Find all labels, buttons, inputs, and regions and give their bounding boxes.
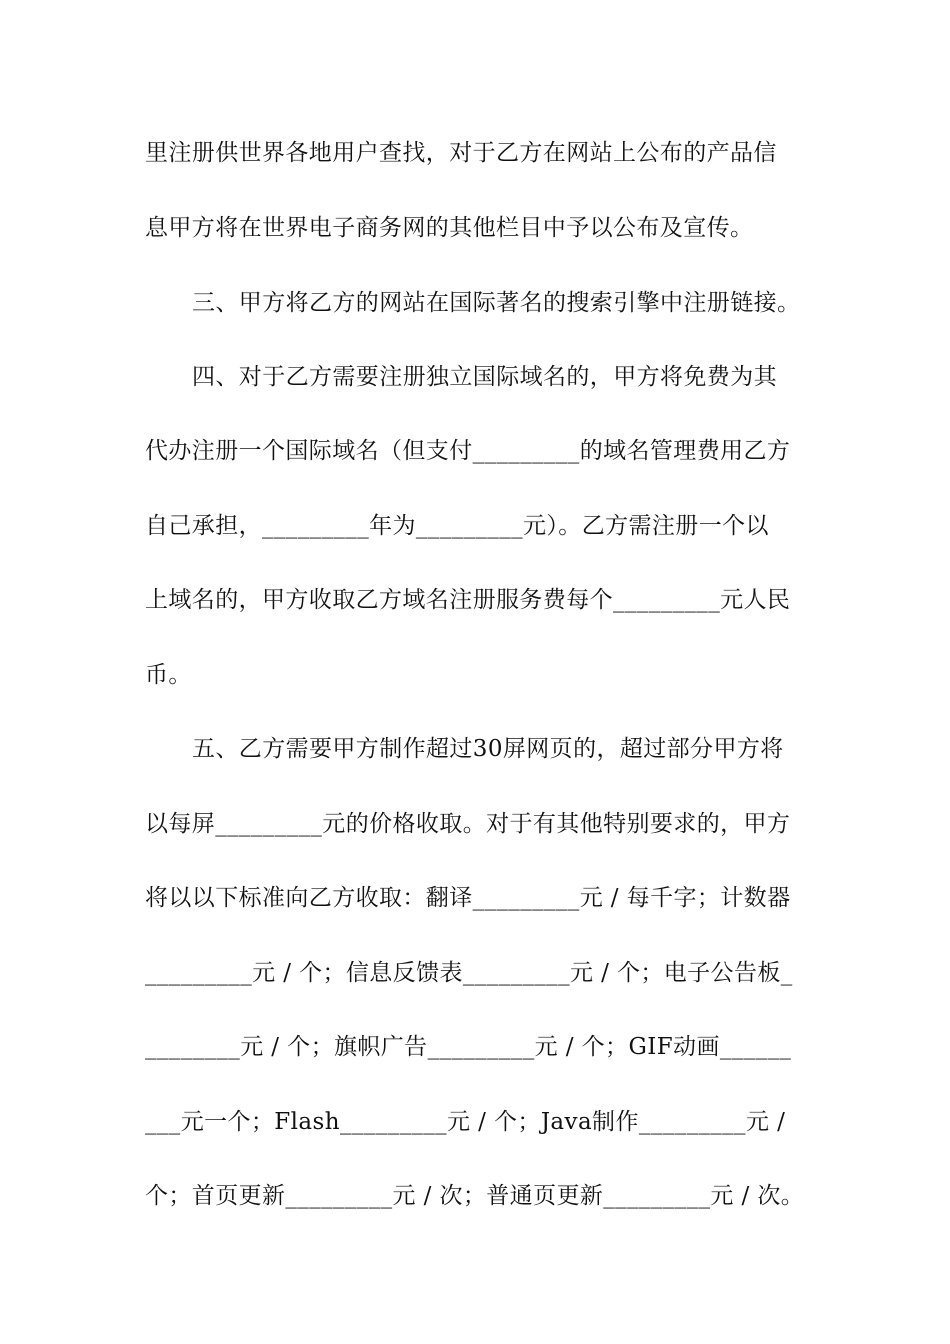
text-line: 息甲方将在世界电子商务网的其他栏目中予以公布及宣传。 [145, 215, 754, 241]
text-line: 里注册供世界各地用户查找，对于乙方在网站上公布的产品信 [145, 140, 777, 166]
text-line: 币。 [145, 662, 192, 688]
text-line: 代办注册一个国际域名（但支付_________的域名管理费用乙方 [145, 438, 791, 464]
text-line: 个；首页更新_________元 / 次；普通页更新_________元 / 次。 [145, 1183, 805, 1209]
text-line: _________元 / 个；信息反馈表_________元 / 个；电子公告板_ [145, 960, 793, 986]
paragraph-three: 三、甲方将乙方的网站在国际著名的搜索引擎中注册链接。 [192, 290, 801, 316]
text-line: ________元 / 个；旗帜广告_________元 / 个；GIF动画______ [145, 1034, 792, 1060]
paragraph-four: 四、对于乙方需要注册独立国际域名的，甲方将免费为其 [192, 364, 777, 390]
text-line: 上域名的，甲方收取乙方域名注册服务费每个_________元人民 [145, 587, 791, 613]
paragraph-five: 五、乙方需要甲方制作超过30屏网页的，超过部分甲方将 [192, 736, 784, 762]
text-line: 以每屏_________元的价格收取。对于有其他特别要求的，甲方 [145, 811, 791, 837]
text-line: ___元一个；Flash_________元 / 个；Java制作_________元 / [145, 1109, 786, 1135]
text-line: 将以以下标准向乙方收取：翻译_________元 / 每千字；计数器 [145, 885, 791, 911]
text-line: 自己承担，_________年为_________元）。乙方需注册一个以 [145, 513, 769, 539]
